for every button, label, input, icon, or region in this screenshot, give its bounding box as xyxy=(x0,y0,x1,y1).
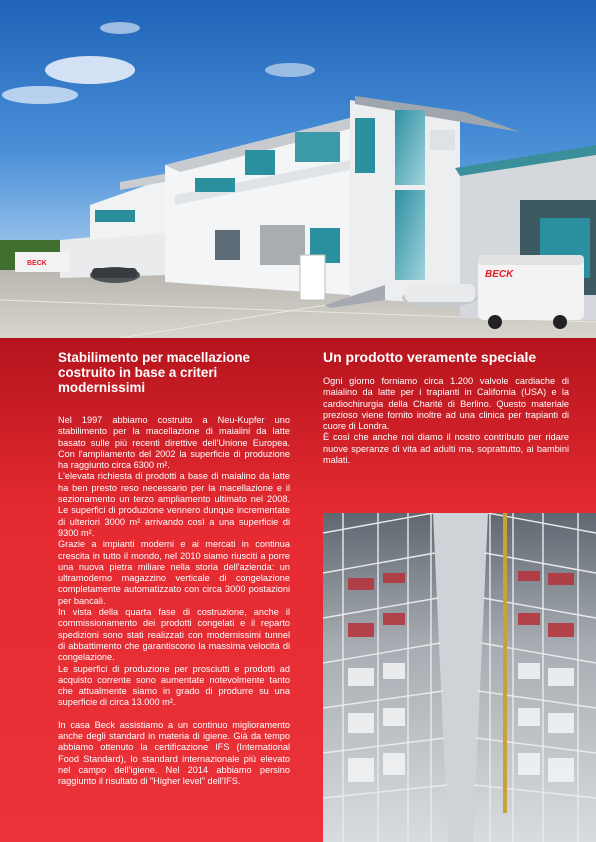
right-column xyxy=(323,350,569,466)
left-paragraph-3: Grazie a impianti moderni e ai mercati in continua crescita in tutto il mondo, nel 2010 siamo riusciti a porre una nuova pietra miliare nella storia dell'azienda: un ultramoderno magazzino verticale di congelazione completamente automatizzato con circa 3000 postazioni per bancali. xyxy=(58,539,290,606)
paragraph-spacer xyxy=(58,709,290,720)
left-column xyxy=(58,350,290,788)
right-paragraph-2: È così che anche noi diamo il nostro contributo per ridare nuove speranze di vita ad adulti ma, soprattutto, ai bambini malati. xyxy=(323,432,569,466)
van-logo: BECK xyxy=(485,269,514,280)
left-paragraph-4: In vista della quarta fase di costruzione, anche il commissionamento dei prodotti congelati e il reparto spedizioni sono stati realizzati con modernissimi tunnel di abbattimento che garantiscono la massima velocità di congelazione. xyxy=(58,607,290,663)
left-body xyxy=(58,415,290,788)
left-paragraph-1: Nel 1997 abbiamo costruito a Neu-Kupfer uno stabilimento per la macellazione di maialini da latte basato sulle più recenti direttive dell'Unione Europea. Con l'ampliamento del 2002 la superficie di produzione ha raggiunto circa 6300 m². xyxy=(58,415,290,471)
left-paragraph-2: L'elevata richiesta di prodotti a base di maialino da latte ha ben presto reso necessario per la macellazione e il sezionamento un terzo ampliamento ultimato nel 2008. Le superfici di produzione vennero dunque incrementate di ulteriori 3000 m² arrivando così a una superficie di 9300 m². xyxy=(58,471,290,538)
left-paragraph-5: Le superfici di produzione per prosciutti e prodotti ad acquisto corrente sono aumentate notevolmente tanto che attualmente siamo in grado di produrre su una superficie di circa 13.000 m². xyxy=(58,663,290,708)
building-photo xyxy=(0,0,596,338)
left-paragraph-6: In casa Beck assistiamo a un continuo miglioramento anche degli standard in materia di igiene. Già da tempo abbiamo ottenuto la certificazione IFS (International Food Standard), lo standard internazionale più elevato nel campo dell'igiene. Nel 2014 abbiamo persino raggiunto il risultato di "Higher level" dell'IFS. xyxy=(58,719,290,787)
right-paragraph-1: Ogni giorno forniamo circa 1.200 valvole cardiache di maialino da latte per i trapianti in California (USA) e la cardiochirurgia della Charité di Berlino. Questo materiale prezioso viene fornito inoltre ad una clinica per trapianti di cuore di Londra. xyxy=(323,376,569,432)
left-heading: Stabilimento per macellazione costruito in base a criteri modernissimi xyxy=(58,350,250,395)
warehouse-photo xyxy=(323,513,596,842)
right-heading: Un prodotto veramente speciale xyxy=(323,349,537,365)
right-body xyxy=(323,376,569,466)
truck-logo: BECK xyxy=(27,260,47,267)
